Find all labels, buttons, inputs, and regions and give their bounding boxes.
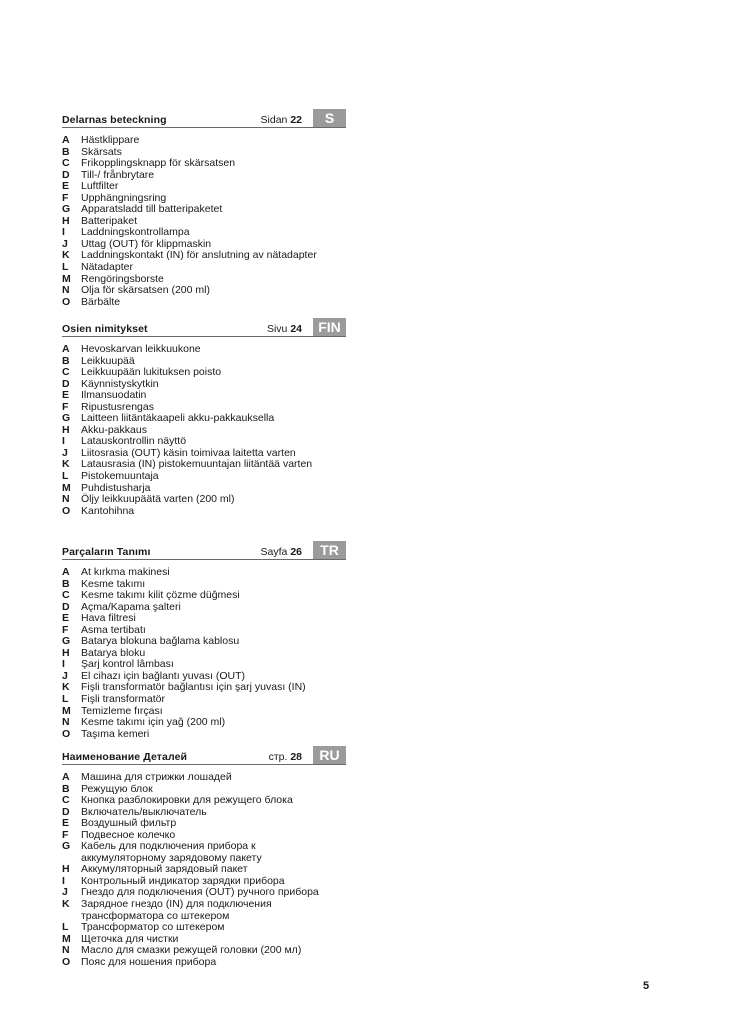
language-tag: FIN (313, 318, 346, 336)
item-letter: O (62, 727, 71, 740)
item-letter: K (62, 681, 70, 694)
item-text: Akku-pakkaus (81, 423, 147, 436)
item-letter: M (62, 481, 71, 494)
item-letter: A (62, 343, 70, 355)
item-letter: H (62, 646, 70, 659)
item-letter: F (62, 828, 69, 841)
item-text: Asma tertibatı (81, 623, 146, 636)
item-letter: G (62, 840, 71, 853)
item-text: Аккумуляторный зарядовый пакет (81, 863, 248, 876)
item-letter: F (62, 191, 69, 204)
item-letter: O (62, 295, 71, 308)
item-letter: G (62, 635, 71, 648)
list-item (62, 729, 346, 741)
page-number: 5 (643, 980, 650, 992)
page-reference-number: 26 (290, 546, 302, 558)
item-letter: M (62, 272, 71, 285)
list-item (62, 567, 346, 579)
section-title: Osien nimitykset (62, 323, 148, 335)
section-header (62, 318, 346, 337)
item-text: Luftfilter (81, 180, 119, 193)
section-title: Delarnas beteckning (62, 114, 167, 126)
item-letter: F (62, 623, 69, 636)
item-text: Hevoskarvan leikkuukone (81, 343, 201, 355)
list-item (62, 181, 346, 193)
list-item (62, 841, 346, 864)
list-item (62, 590, 346, 602)
item-text: Hava filtresi (81, 612, 136, 625)
item-letter: K (62, 249, 70, 262)
item-letter: B (62, 145, 70, 158)
item-letter: I (62, 226, 65, 239)
item-text: Ripustusrengas (81, 400, 154, 413)
item-text: Leikkuupää (81, 354, 135, 367)
item-text: Latauskontrollin näyttö (81, 435, 187, 448)
item-text: Laddningskontrollampa (81, 226, 190, 239)
page-label: Sayfa (260, 546, 288, 558)
page-reference-number: 24 (290, 323, 302, 335)
item-letter: D (62, 168, 70, 181)
parts-section-sv (62, 109, 346, 308)
list-item (62, 135, 346, 147)
list-item (62, 772, 346, 784)
item-letter: J (62, 669, 68, 682)
page-label: Sivu (266, 323, 288, 335)
item-text: Till-/ frånbrytare (81, 168, 155, 181)
item-text: Batteripaket (81, 214, 138, 227)
item-letter: L (62, 261, 69, 274)
item-text: Şarj kontrol lâmbası (81, 658, 174, 671)
list-item (62, 390, 346, 402)
item-text: Apparatsladd till batteripaketet (81, 203, 223, 216)
item-letter: N (62, 493, 70, 506)
language-tag: S (313, 109, 346, 127)
item-text: Масло для смазки режущей головки (200 мл) (81, 944, 302, 957)
item-letter: J (62, 237, 68, 250)
item-text: Batarya bloku (81, 646, 146, 659)
item-text: At kırkma makinesi (81, 566, 170, 578)
item-text: Upphängningsring (81, 191, 167, 204)
item-letter: B (62, 577, 70, 590)
item-text: Включатель/выключатель (81, 805, 207, 818)
list-item (62, 694, 346, 706)
item-text: Трансформатор со штекером (81, 921, 225, 934)
section-title: Наименование Деталей (62, 751, 188, 763)
item-text: Кабель для подключения прибора к аккумуляторному зарядовому пакету (81, 840, 262, 864)
language-tag: TR (313, 541, 346, 559)
item-text: Контрольный индикатор зарядки прибора (81, 874, 285, 887)
parts-section-fi (62, 318, 346, 517)
page-reference-number: 28 (290, 751, 302, 763)
parts-list (62, 567, 346, 740)
list-item (62, 344, 346, 356)
section-header (62, 541, 346, 560)
list-item (62, 818, 346, 830)
item-text: Bärbälte (81, 295, 121, 308)
section-title: Parçaların Tanımı (62, 546, 151, 558)
list-item (62, 285, 346, 297)
item-letter: L (62, 693, 69, 706)
page-reference (269, 751, 302, 763)
item-text: Batarya blokuna bağlama kablosu (81, 635, 240, 648)
list-item (62, 367, 346, 379)
item-text: Fişli transformatör (81, 693, 166, 706)
item-letter: D (62, 377, 70, 390)
page-reference (267, 323, 302, 335)
item-text: Кнопка разблокировки для режущего блока (81, 794, 293, 807)
list-item (62, 471, 346, 483)
list-item (62, 795, 346, 807)
item-letter: K (62, 458, 70, 471)
list-item (62, 297, 346, 309)
item-letter: D (62, 805, 70, 818)
item-letter: C (62, 157, 70, 170)
list-item (62, 506, 346, 518)
item-letter: G (62, 203, 71, 216)
page-label: Sidan (260, 114, 288, 126)
item-text: Режущую блок (81, 782, 153, 795)
section-header (62, 109, 346, 128)
item-text: Щеточка для чистки (81, 932, 179, 945)
item-letter: A (62, 566, 70, 578)
item-letter: J (62, 446, 68, 459)
item-letter: B (62, 782, 70, 795)
item-text: Kesme takımı (81, 577, 146, 590)
list-item (62, 922, 346, 934)
item-letter: C (62, 794, 70, 807)
list-item (62, 613, 346, 625)
item-text: Зарядное гнездо (IN) для подключения трансформатора со штекером (81, 898, 272, 922)
item-letter: O (62, 955, 71, 968)
item-text: Öljy leikkuupäätä varten (200 ml) (81, 493, 235, 506)
item-text: Leikkuupään lukituksen poisto (81, 366, 222, 379)
item-text: Laddningskontakt (IN) för anslutning av nätadapter (81, 249, 317, 262)
item-letter: D (62, 600, 70, 613)
language-tag: RU (313, 746, 346, 764)
item-letter: G (62, 412, 71, 425)
parts-section-ru (62, 746, 346, 968)
item-text: Pistokemuuntaja (81, 470, 159, 483)
item-letter: A (62, 771, 70, 783)
list-item (62, 158, 346, 170)
item-text: Пояс для ношения прибора (81, 955, 217, 968)
list-item (62, 262, 346, 274)
item-letter: E (62, 817, 70, 830)
list-item (62, 957, 346, 969)
item-text: Laitteen liitäntäkaapeli akku-pakkauksella (81, 412, 275, 425)
parts-list (62, 772, 346, 968)
item-text: Воздушный фильтр (81, 817, 177, 830)
item-text: Kantohihna (81, 504, 135, 517)
item-text: Temizleme fırçası (81, 704, 163, 717)
item-text: Подвесное колечко (81, 828, 176, 841)
list-item (62, 494, 346, 506)
item-text: Ilmansuodatin (81, 389, 147, 402)
item-text: Hästklippare (81, 134, 140, 146)
item-text: Puhdistusharja (81, 481, 151, 494)
item-text: Açma/Kapama şalteri (81, 600, 181, 613)
item-letter: C (62, 589, 70, 602)
item-letter: E (62, 389, 70, 402)
item-letter: L (62, 921, 69, 934)
item-text: Fişli transformatör bağlantısı için şarj yuvası (IN) (81, 681, 306, 694)
page-label: стр. (268, 751, 288, 763)
item-letter: I (62, 435, 65, 448)
page-reference (261, 546, 302, 558)
item-letter: H (62, 863, 70, 876)
item-text: Kesme takımı kilit çözme düğmesi (81, 589, 240, 602)
item-letter: E (62, 180, 70, 193)
item-text: Uttag (OUT) för klippmaskin (81, 237, 212, 250)
section-header (62, 746, 346, 765)
list-item (62, 899, 346, 922)
parts-list (62, 344, 346, 517)
item-letter: B (62, 354, 70, 367)
item-letter: N (62, 944, 70, 957)
page-reference (261, 114, 302, 126)
item-letter: I (62, 874, 65, 887)
item-text: Frikopplingsknapp för skärsatsen (81, 157, 236, 170)
item-letter: M (62, 932, 71, 945)
list-item (62, 717, 346, 729)
item-letter: J (62, 886, 68, 899)
parts-list (62, 135, 346, 308)
item-text: Машина для стрижки лошадей (81, 771, 232, 783)
item-letter: K (62, 898, 70, 911)
page-reference-number: 22 (290, 114, 302, 126)
item-text: Latausrasia (IN) pistokemuuntajan liitäntää varten (81, 458, 313, 471)
item-letter: N (62, 284, 70, 297)
item-letter: L (62, 470, 69, 483)
item-letter: O (62, 504, 71, 517)
item-letter: H (62, 214, 70, 227)
item-letter: N (62, 716, 70, 729)
item-letter: I (62, 658, 65, 671)
item-text: Käynnistyskytkin (81, 377, 159, 390)
item-letter: M (62, 704, 71, 717)
item-letter: F (62, 400, 69, 413)
parts-section-tr (62, 541, 346, 740)
item-text: Skärsats (81, 145, 122, 158)
item-text: Гнездо для подключения (OUT) ручного прибора (81, 886, 319, 899)
item-letter: C (62, 366, 70, 379)
item-letter: A (62, 134, 70, 146)
item-text: Kesme takımı için yağ (200 ml) (81, 716, 226, 729)
item-text: Taşıma kemeri (81, 727, 150, 740)
item-letter: E (62, 612, 70, 625)
item-letter: H (62, 423, 70, 436)
item-text: Rengöringsborste (81, 272, 164, 285)
item-text: El cihazı için bağlantı yuvası (OUT) (81, 669, 245, 682)
item-text: Olja för skärsatsen (200 ml) (81, 284, 210, 297)
item-text: Nätadapter (81, 261, 133, 274)
item-text: Liitosrasia (OUT) käsin toimivaa laitetta varten (81, 446, 296, 459)
